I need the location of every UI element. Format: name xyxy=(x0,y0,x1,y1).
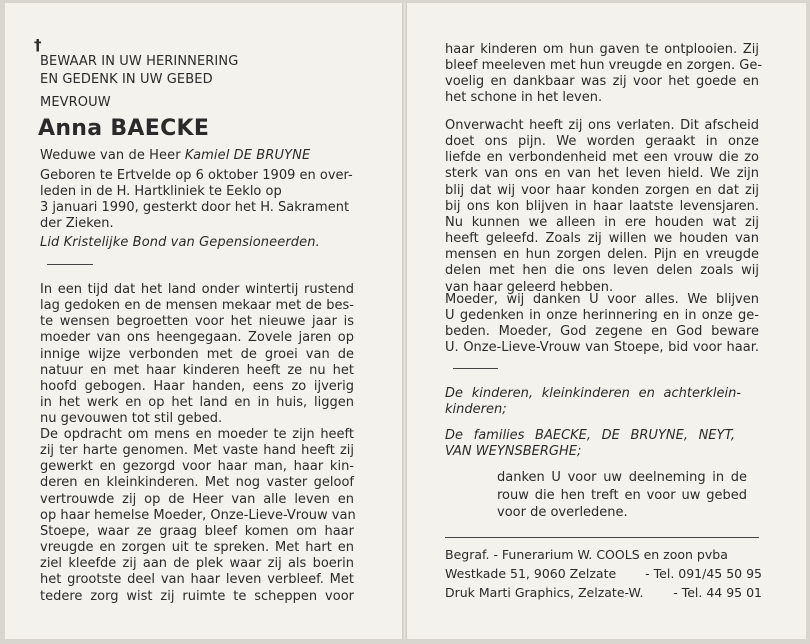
paragraph-right-3 xyxy=(445,292,759,357)
family-block-1 xyxy=(445,386,741,418)
printer-footer xyxy=(445,545,762,602)
text-line: doet ons pijn. We worden geraakt in onze xyxy=(445,134,759,150)
text-line: voor de overledene. xyxy=(497,505,628,520)
text-line: danken U voor uw deelneming in de xyxy=(497,470,747,485)
text-line: De families BAECKE, DE BRUYNE, NEYT, xyxy=(445,428,735,443)
paragraph-right-1 xyxy=(445,42,763,107)
text-line: bleef meeleven met hun vreugde en zorgen. Ge- xyxy=(445,58,763,74)
text-line: natuur en met haar kinderen heeft ze nu het xyxy=(40,362,354,378)
text-line: kinderen; xyxy=(445,402,507,418)
footer-right: - Tel. 44 95 01 xyxy=(673,585,762,600)
text-line: moeder van ons heengegaan. Zovele jaren op xyxy=(40,330,354,346)
text-line: nu gevouwen tot stil gebed. xyxy=(40,411,223,427)
birth-line: der Zieken. xyxy=(40,216,114,232)
thanks-block xyxy=(497,469,747,522)
text-line: Onverwacht heeft zij ons verlaten. Dit afscheid xyxy=(445,118,759,133)
text-line: tedere zorg wist zij ruimte te scheppen voor xyxy=(40,588,354,604)
text-line: ziel kleefde zij aan de plek waar zij als boerin xyxy=(40,556,354,572)
text-line: zij ter harte genomen. Met vaste hand heeft zij xyxy=(40,443,354,459)
family-block-2 xyxy=(445,428,735,460)
text-line: in het werk en op het land en in huis, liggen xyxy=(40,395,354,411)
birth-block xyxy=(40,168,353,233)
text-line: haar kinderen om hun gaven te ontplooien. Zij xyxy=(445,42,759,57)
footer-left: Begraf. - Funerarium W. COOLS en zoon pvba xyxy=(445,547,728,562)
widow-prefix: Weduwe van de Heer xyxy=(40,148,185,163)
text-line: beden. Moeder, God zegene en God beware xyxy=(445,324,759,340)
footer-line xyxy=(445,545,762,564)
text-line: deren en kleinkinderen. Met nog vaster geloof xyxy=(40,475,354,491)
text-line: delen met hen die ons leven delen zoals wij xyxy=(445,263,759,279)
cross-icon: † xyxy=(34,36,42,54)
divider xyxy=(47,264,93,265)
text-line: De opdracht om mens en moeder te zijn heeft xyxy=(40,427,354,442)
paragraph-right-2 xyxy=(445,118,759,296)
text-line: mensen en hun zorgen delen. Pijn en vreugde xyxy=(445,247,759,263)
text-line: van haar geleerd hebben. xyxy=(445,279,614,295)
text-line: het schone in het leven. xyxy=(445,90,603,106)
text-line: liefde en verbondenheid met een vrouw die zo xyxy=(445,150,759,166)
birth-line: 3 januari 1990, gesterkt door het H. Sakrament xyxy=(40,200,350,216)
footer-line xyxy=(445,583,762,602)
birth-line: Geboren te Ertvelde op 6 oktober 1909 en over- xyxy=(40,168,353,183)
header-line: MEVROUW xyxy=(40,95,111,110)
text-line: Stoepe, waar ze graag bleef komen om haar xyxy=(40,523,354,539)
text-line: U. Onze-Lieve-Vrouw van Stoepe, bid voor haar. xyxy=(445,340,759,356)
text-line: lag gedoken en de mensen mekaar met de bes- xyxy=(40,298,354,314)
text-line: innige wijze verbonden met de groei van de xyxy=(40,346,354,362)
membership-line: Lid Kristelijke Bond van Gepensioneerden. xyxy=(40,235,320,250)
footer-right: - Tel. 091/45 50 95 xyxy=(645,566,762,581)
text-line: gewerkt en gezorgd voor haar man, haar kin- xyxy=(40,459,354,475)
footer-divider xyxy=(445,537,759,538)
paragraph-left-1 xyxy=(40,282,354,427)
text-line: VAN WEYNSBERGHE; xyxy=(445,444,582,460)
footer-line xyxy=(445,564,762,583)
divider xyxy=(453,368,498,369)
deceased-name: Anna BAECKE xyxy=(38,116,210,141)
text-line: blij dat wij voor haar konden zorgen en dat zij xyxy=(445,182,759,198)
text-line: sterk van ons en van het leven hield. We zijn xyxy=(445,166,759,182)
text-line: U gedenken in onze herinnering en in onze ge- xyxy=(445,308,759,324)
text-line: heeft geleefd. Zoals zij willen we houden van xyxy=(445,231,759,247)
text-line: vreugde en zorgen uit te spreken. Met hart en xyxy=(40,540,354,556)
text-line: Moeder, wij danken U voor alles. We blijven xyxy=(445,292,759,307)
widow-line xyxy=(40,148,310,164)
husband-name: Kamiel DE BRUYNE xyxy=(184,148,311,163)
text-line: Nu kunnen we alleen in ere houden wat zij xyxy=(445,214,759,230)
footer-left: Westkade 51, 9060 Zelzate xyxy=(445,566,617,581)
paragraph-left-2 xyxy=(40,427,354,605)
text-line: het grootste deel van haar leven verbleef. Met xyxy=(40,572,354,588)
text-line: voelig en dankbaar was zij voor het goede en xyxy=(445,74,759,90)
footer-left: Druk Marti Graphics, Zelzate-W. xyxy=(445,585,644,600)
text-line: hoofd gebogen. Haar handen, eens zo ijverig xyxy=(40,378,354,394)
text-line: In een tijd dat het land onder wintertij rustend xyxy=(40,282,354,297)
header-line: BEWAAR IN UW HERINNERING xyxy=(40,54,239,69)
text-line: rouw die hen treft en voor uw gebed xyxy=(497,487,747,503)
text-line: te wensen begroetten voor het nieuwe jaar is xyxy=(40,314,354,330)
birth-line: leden in de H. Hartkliniek te Eeklo op xyxy=(40,184,282,200)
text-line: De kinderen, kleinkinderen en achterklein- xyxy=(445,386,741,401)
header-line: EN GEDENK IN UW GEBED xyxy=(40,72,213,87)
text-line: op haar hemelse Moeder, Onze-Lieve-Vrouw van xyxy=(40,507,356,523)
text-line: vertrouwde zij op de Heer van alle leven en xyxy=(40,491,354,507)
text-line: bij ons kon blijven in haar laatste levensjaren. xyxy=(445,198,759,214)
